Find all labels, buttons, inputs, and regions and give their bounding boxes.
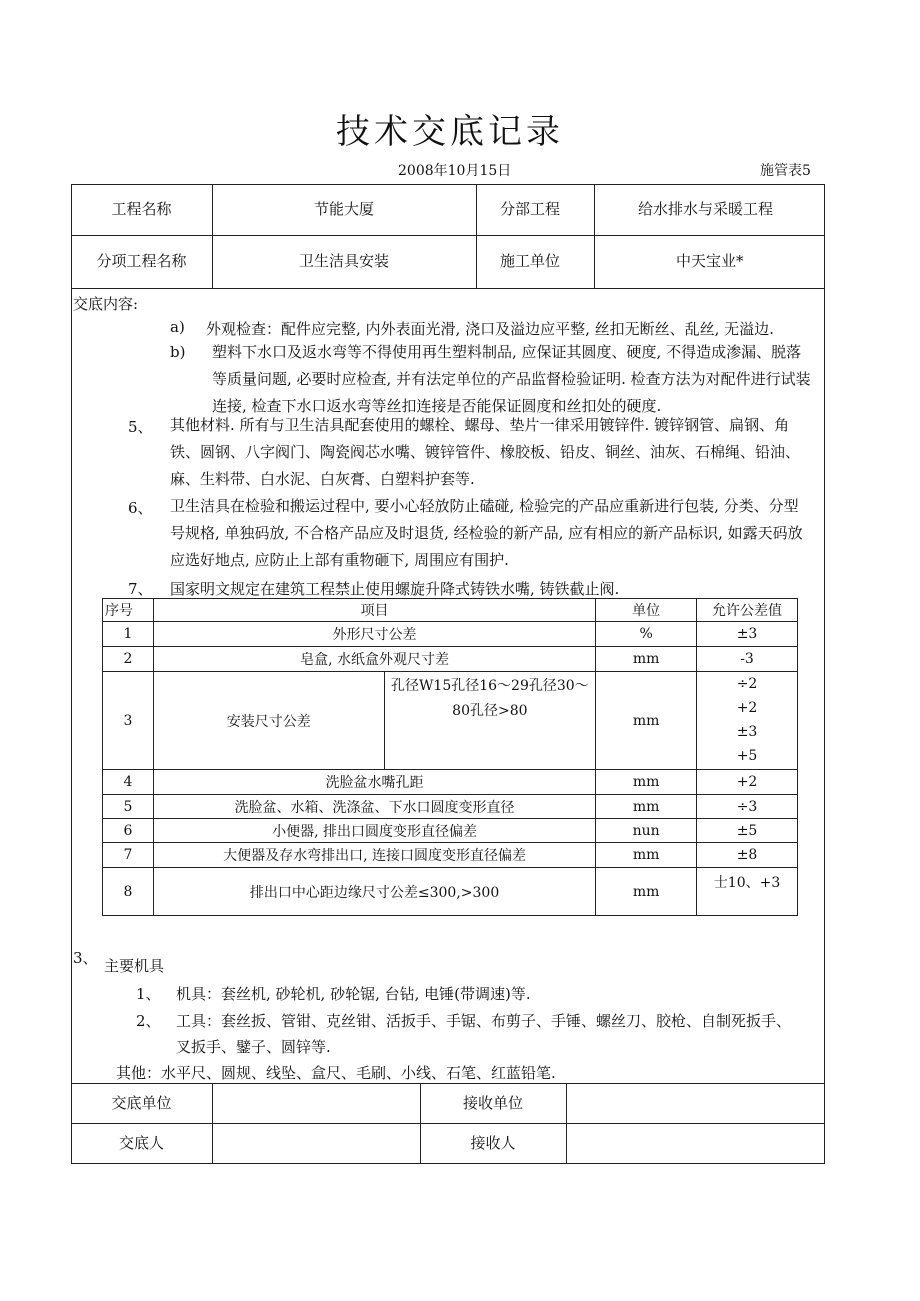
- receive-unit-label: 接收单位: [462, 1093, 523, 1112]
- text-line: 卫生洁具在检验和搬运过程中, 要小心轻放防止磕碰, 检验完的产品应重新进行包装, 分类、分型: [170, 497, 799, 515]
- receive-unit-field[interactable]: [566, 1083, 825, 1123]
- tools-hand-tools-cont: 叉扳手、鐾子、圆锌等.: [176, 1038, 331, 1056]
- project-name-value: 节能大厦: [313, 200, 374, 219]
- tolerance-table: [102, 598, 798, 916]
- col-header-item: 项目: [153, 599, 595, 622]
- text-line: 麻、生料带、白水泥、白灰膏、白塑料护套等.: [170, 470, 475, 488]
- text-line: 等质量问题, 必要时应检查, 并有法定单位的产品监督检验证明. 检查方法为对配件进行试装: [212, 370, 811, 388]
- row-item: 安装尺寸公差: [153, 672, 384, 770]
- item-text: [170, 493, 820, 574]
- row-value: -3: [697, 647, 798, 672]
- row-no: 4: [103, 770, 154, 795]
- item-number: b): [170, 343, 186, 361]
- table-row: [103, 819, 798, 843]
- col-header-tolerance: 允许公差值: [697, 599, 798, 622]
- row-no: 1: [103, 622, 154, 647]
- handover-person-field[interactable]: [212, 1123, 420, 1164]
- row-item: 小便器, 排出口圆度变形直径偏差: [153, 819, 595, 843]
- row-unit: mm: [596, 868, 697, 916]
- item-number: 5、: [128, 418, 153, 436]
- row-item: 皂盒, 水纸盒外观尺寸差: [153, 647, 595, 672]
- content-label: 交底内容:: [73, 295, 139, 313]
- row-unit: mm: [596, 795, 697, 819]
- row-unit: mm: [596, 770, 697, 795]
- row-value: ÷3: [697, 795, 798, 819]
- form-number: 施管表5: [760, 163, 811, 179]
- row-value: +2: [697, 770, 798, 795]
- value-line: ÷2: [736, 676, 758, 692]
- table-row: [103, 843, 798, 868]
- division-value: 给水排水与采暖工程: [638, 200, 774, 219]
- table-row: [103, 770, 798, 795]
- tools-heading: 主要机具: [104, 957, 165, 975]
- row-item: 外形尺寸公差: [153, 622, 595, 647]
- handover-person-label: 交底人: [118, 1134, 164, 1153]
- value-line: +2: [736, 700, 758, 716]
- item-text: 国家明文规定在建筑工程禁止使用螺旋升降式铸铁水嘴, 铸铁截止阀.: [170, 580, 620, 598]
- text-line: 铁、圆钢、八字阀门、陶瓷阀芯水嘴、镀锌管件、橡胶板、铅皮、铜丝、油灰、石棉绳、铅油、: [170, 443, 801, 461]
- row-unit: %: [596, 622, 697, 647]
- row-sub-item: 孔径W15孔径16～29孔径30～80孔径>80: [384, 672, 596, 770]
- row-unit: mm: [596, 843, 697, 868]
- row-unit: mm: [596, 672, 697, 770]
- row-no: 2: [103, 647, 154, 672]
- col-header-no: 序号: [103, 599, 154, 622]
- row-item: 洗脸盆、水箱、洗涤盆、下水口圆度变形直径: [153, 795, 595, 819]
- division-label: 分部工程: [500, 200, 561, 219]
- text-line: 连接, 检查下水口返水弯等丝扣连接是否能保证圆度和丝扣处的硬度.: [212, 397, 662, 415]
- table-row: [103, 647, 798, 672]
- tools-machines: 机具：套丝机, 砂轮机, 砂轮锯, 台钻, 电锤(带调速)等.: [176, 985, 531, 1003]
- value-line: +5: [736, 748, 758, 764]
- item-number: 7、: [128, 580, 153, 598]
- row-no: 7: [103, 843, 154, 868]
- contractor-label: 施工单位: [500, 252, 561, 271]
- row-unit: mm: [596, 647, 697, 672]
- row-item: 洗脸盆水嘴孔距: [153, 770, 595, 795]
- item-text: [170, 412, 820, 493]
- record-date: 2008年10月15日: [398, 163, 512, 179]
- row-no: 6: [103, 819, 154, 843]
- row-value: ±3: [697, 622, 798, 647]
- row-value: [697, 672, 798, 770]
- tools-hand-tools: 工具：套丝扳、管钳、克丝钳、活扳手、手锯、布剪子、手锤、螺丝刀、胶枪、自制死扳手、: [176, 1012, 792, 1030]
- value-line: ±3: [736, 724, 758, 740]
- table-row: [103, 672, 798, 770]
- tools-other: 其他：水平尺、圆规、线坠、盒尺、毛刷、小线、石笔、红蓝铅笔.: [116, 1064, 556, 1082]
- subitem-label: 分项工程名称: [96, 252, 187, 271]
- row-item: 排出口中心距边缘尺寸公差≤300,>300: [153, 868, 595, 916]
- row-value: ±8: [697, 843, 798, 868]
- row-no: 3: [103, 672, 154, 770]
- contractor-value: 中天宝业*: [676, 252, 744, 271]
- divider: [71, 288, 825, 289]
- table-header-row: [103, 599, 798, 622]
- section-number: 3、: [73, 949, 98, 967]
- text-line: 其他材料. 所有与卫生洁具配套使用的螺栓、螺母、垫片一律采用镀锌件. 镀锌钢管、扁钢、角: [170, 416, 790, 434]
- text-line: 号规格, 单独码放, 不合格产品应及时退货, 经检验的新产品, 应有相应的新产品标识, 如露天码放: [170, 524, 803, 542]
- text-line: 应选好地点, 应防止上部有重物砸下, 周围应有围护.: [170, 551, 509, 569]
- tools-item-number: 1、: [136, 985, 161, 1003]
- item-text: [212, 339, 862, 420]
- table-row: [103, 622, 798, 647]
- text-line: 塑料下水口及返水弯等不得使用再生塑料制品, 应保证其圆度、硬度, 不得造成渗漏、脱落: [212, 343, 802, 361]
- row-no: 8: [103, 868, 154, 916]
- item-number: 6、: [128, 499, 153, 517]
- row-value: 士10、+3: [697, 868, 798, 916]
- handover-unit-label: 交底单位: [111, 1093, 172, 1112]
- project-name-label: 工程名称: [111, 200, 172, 219]
- item-text: 外观检查：配件应完整, 内外表面光滑, 浇口及溢边应平整, 丝扣无断丝、乱丝, 无溢边.: [206, 320, 774, 338]
- table-row: [103, 868, 798, 916]
- receiver-label: 接收人: [470, 1134, 516, 1153]
- tools-item-number: 2、: [136, 1012, 161, 1030]
- item-number: a): [170, 318, 185, 336]
- row-value: ±5: [697, 819, 798, 843]
- row-item: 大便器及存水弯排出口, 连接口圆度变形直径偏差: [153, 843, 595, 868]
- table-row: [103, 795, 798, 819]
- handover-unit-field[interactable]: [212, 1083, 420, 1123]
- row-no: 5: [103, 795, 154, 819]
- row-unit: nun: [596, 819, 697, 843]
- subitem-value: 卫生洁具安装: [298, 252, 389, 271]
- col-header-unit: 单位: [596, 599, 697, 622]
- receiver-field[interactable]: [566, 1123, 825, 1164]
- page-title: 技术交底记录: [336, 112, 564, 152]
